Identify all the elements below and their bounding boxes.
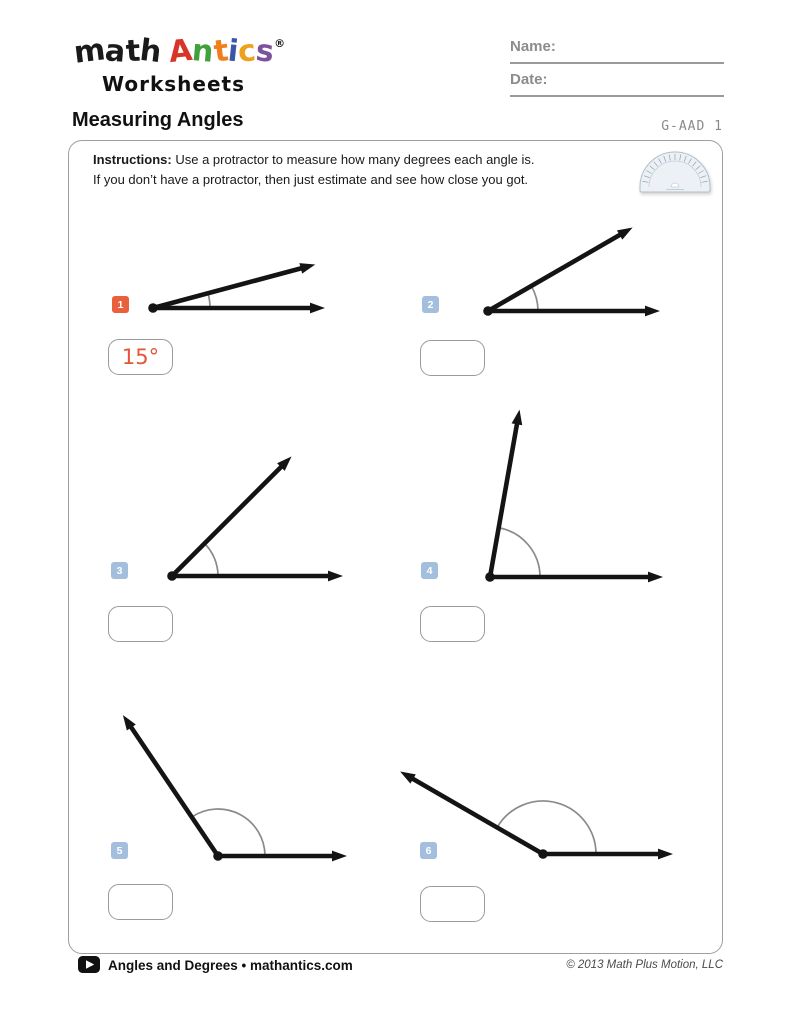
instructions-line2: If you don’t have a protractor, then just estimate and see how close you got.: [93, 171, 529, 187]
problem-badge-6: 6: [420, 842, 437, 859]
logo-letter: i: [226, 33, 241, 70]
name-field[interactable]: [510, 38, 724, 64]
angle-figure-1: [135, 246, 347, 324]
date-label: Date:: [510, 71, 548, 88]
page-title: Measuring Angles: [72, 109, 244, 131]
registered-mark: ®: [274, 37, 286, 50]
problem-badge-2: 2: [422, 296, 439, 313]
logo-wordmark: [71, 32, 276, 71]
name-label: Name:: [510, 38, 556, 55]
logo-letter: m: [71, 32, 108, 71]
instructions-label: Instructions:: [93, 152, 172, 167]
answer-box-2[interactable]: [420, 340, 485, 376]
answer-box-3[interactable]: [108, 606, 173, 642]
problem-badge-5: 5: [111, 842, 128, 859]
play-icon: [78, 956, 100, 973]
angle-figure-5: [105, 702, 363, 865]
math-antics-logo: [71, 32, 286, 71]
logo-letter: c: [236, 33, 258, 70]
logo-letter: t: [124, 33, 142, 70]
logo-letter: a: [103, 33, 128, 70]
logo-letter: t: [211, 33, 231, 70]
worksheet-code: G-AAD 1: [661, 119, 723, 134]
answer-box-1[interactable]: 15°: [108, 339, 173, 375]
date-field[interactable]: [510, 71, 724, 97]
problem-badge-1: 1: [112, 296, 129, 313]
angle-figure-3: [154, 443, 358, 585]
logo-subtitle: Worksheets: [102, 72, 245, 96]
instructions-text: [93, 150, 623, 189]
angle-figure-4: [472, 395, 676, 586]
problem-badge-3: 3: [111, 562, 128, 579]
logo-letter: A: [167, 32, 195, 71]
logo-letter: n: [190, 33, 216, 70]
footer-video-link: Angles and Degrees • mathantics.com: [108, 958, 353, 973]
protractor-icon: [636, 146, 714, 194]
angle-figure-2: [470, 216, 678, 320]
answer-box-6[interactable]: [420, 886, 485, 922]
answer-box-5[interactable]: [108, 884, 173, 920]
logo-letter: h: [137, 32, 164, 71]
logo-letter: s: [254, 33, 276, 70]
footer-copyright: © 2013 Math Plus Motion, LLC: [566, 959, 723, 971]
instructions-line1: Use a protractor to measure how many degrees each angle is.: [175, 152, 535, 167]
answer-box-4[interactable]: [420, 606, 485, 642]
problem-badge-4: 4: [421, 562, 438, 579]
